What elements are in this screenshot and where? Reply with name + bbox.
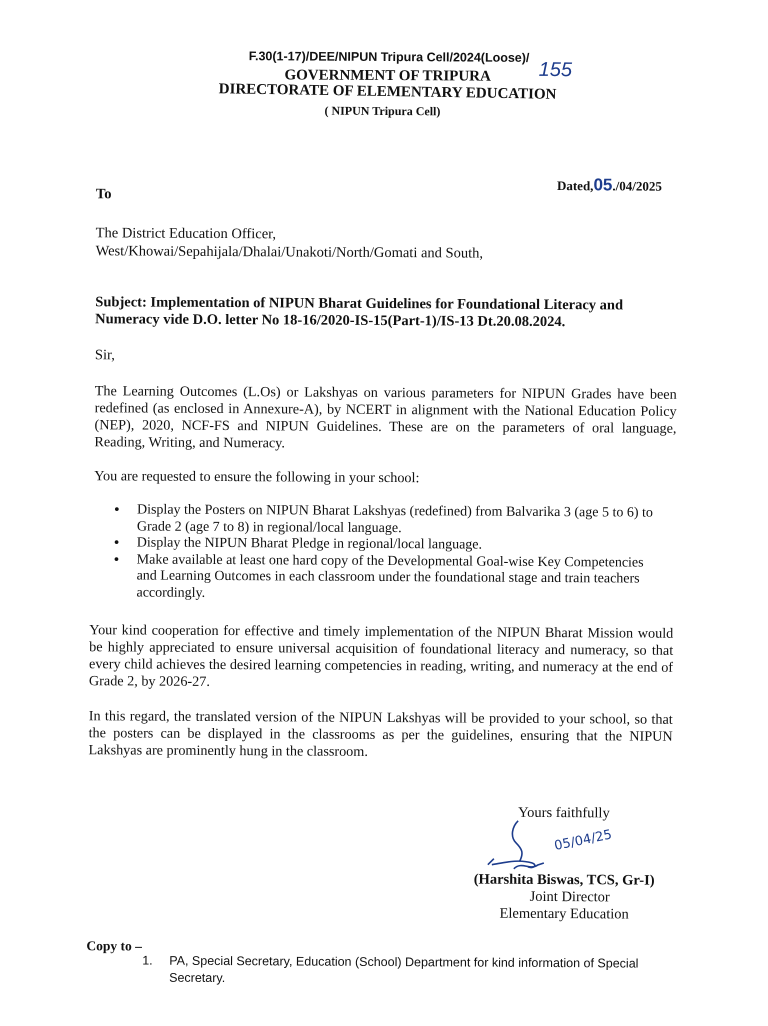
designation-line-1: Joint Director xyxy=(529,888,610,906)
subject-line-2: Numeracy vide D.O. letter No 18-16/2020-IS-15(Part-1)/IS-13 Dt.20.08.2024. xyxy=(95,311,566,331)
copy-item-1-number: 1. xyxy=(142,953,153,968)
list-item: • Display the NIPUN Bharat Pledge in regional/local language. xyxy=(114,535,664,555)
paragraph-3: Your kind cooperation for effective and timely implementation of the NIPUN Bharat Mission would be highly appreciated to ensure universal acquisition of foundational literacy and numeracy, so that every child achieves the desired learning competencies in reading, writing, and numeracy at the end of Grade 2, by 2026-27. xyxy=(88,622,674,690)
list-item: • Make available at least one hard copy of the Developmental Goal-wise Key Competencies and Learning Outcomes in each classroom under the foundational stage and train teachers accordingly. xyxy=(113,552,663,605)
dated-day-handwritten: 05 xyxy=(593,175,613,195)
paragraph-2: You are requested to ensure the following in your school: xyxy=(94,468,420,487)
dated-rest: ./04/2025 xyxy=(612,178,662,194)
salutation: Sir, xyxy=(94,347,115,364)
copy-to-label: Copy to – xyxy=(86,938,142,954)
paragraph-1: The Learning Outcomes (L.Os) or Lakshyas on various parameters for NIPUN Grades have been redefined (as enclosed in Annexure-A), by NCERT in alignment with the National Education Policy (NEP), 2020, NCF-FS and NIPUN Guidelines. These are on the parameters of oral language, Reading, Writing, and Numeracy. xyxy=(94,383,677,452)
handwritten-reference: 155 xyxy=(538,58,573,82)
to-label: To xyxy=(95,186,112,203)
copy-item-1-line-1: PA, Special Secretary, Education (School) Department for kind information of Special xyxy=(169,953,639,971)
designation-line-2: Elementary Education xyxy=(499,905,629,923)
copy-item-1-line-2: Secretary. xyxy=(169,970,226,986)
requirements-list xyxy=(113,502,664,604)
paragraph-4: In this regard, the translated version of the NIPUN Lakshyas will be provided to your school, so that the posters can be displayed in the classrooms as per the guidelines, ensuring that the NIPUN Lakshyas are prominently hung in the classroom. xyxy=(88,708,673,760)
cell-title: ( NIPUN Tripura Cell) xyxy=(324,103,441,119)
copy-item-1 xyxy=(169,953,669,990)
closing: Yours faithfully xyxy=(518,804,610,822)
dated-label: Dated, xyxy=(556,178,594,194)
signature-date: 05/04/25 xyxy=(553,827,614,854)
subject-line-1: Subject: Implementation of NIPUN Bharat Guidelines for Foundational Literacy and xyxy=(95,294,624,314)
signer-name: (Harshita Biswas, TCS, Gr-I) xyxy=(473,871,655,889)
list-item: • Display the Posters on NIPUN Bharat Lakshyas (redefined) from Balvarika 3 (age 5 to 6) to Grade 2 (age 7 to 8) in regional/local language. xyxy=(114,502,664,538)
reference-number xyxy=(249,49,530,65)
directorate-title: DIRECTORATE OF ELEMENTARY EDUCATION xyxy=(218,81,557,103)
date-line xyxy=(557,175,662,196)
subject xyxy=(95,294,665,331)
government-title: GOVERNMENT OF TRIPURA xyxy=(284,67,491,85)
addressee: The District Education Officer, xyxy=(95,225,277,243)
reference-number-text: F.30(1-17)/DEE/NIPUN Tripura Cell/2024(Loose)/ xyxy=(248,49,530,65)
districts: West/Khowai/Sepahijala/Dhalai/Unakoti/North/Gomati and South, xyxy=(95,243,484,262)
